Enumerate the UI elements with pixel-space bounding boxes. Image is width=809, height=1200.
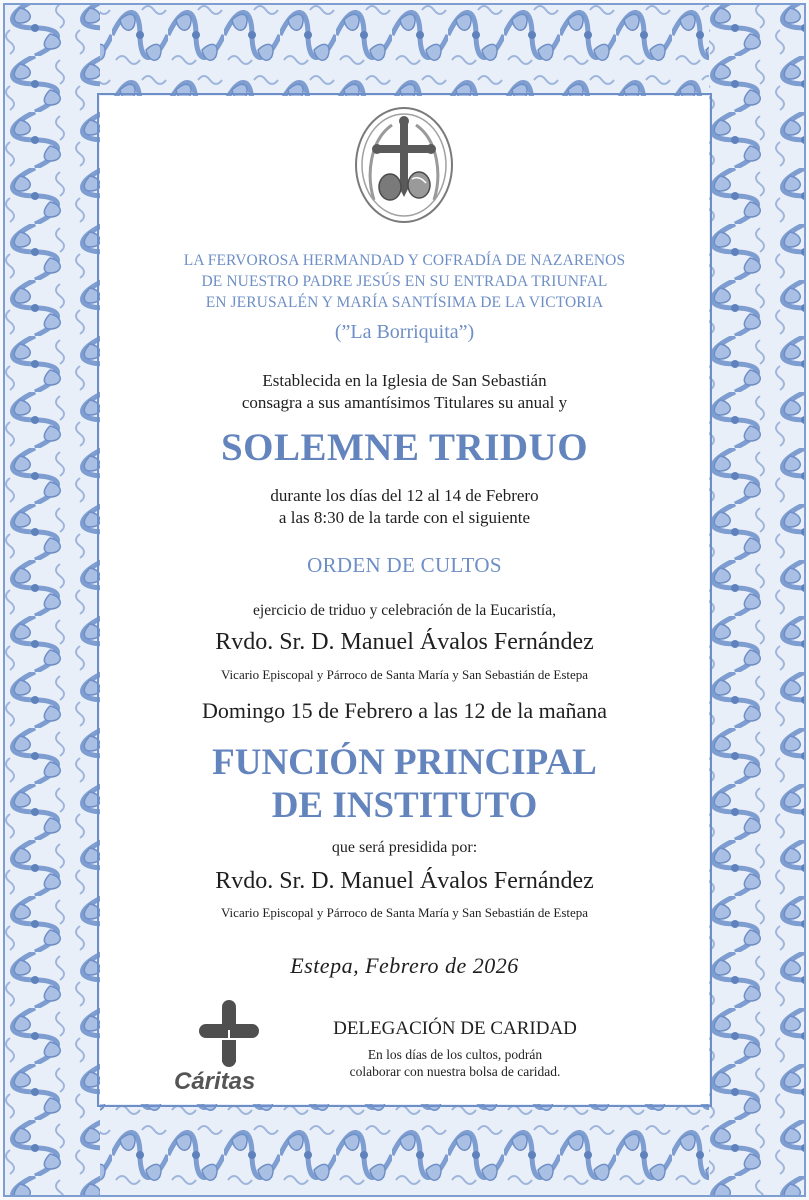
place-date: Estepa, Febrero de 2026 bbox=[290, 953, 519, 978]
funcion-title-line: DE INSTITUTO bbox=[271, 785, 538, 826]
brotherhood-emblem-icon bbox=[352, 105, 457, 225]
invitation-content bbox=[110, 105, 699, 1100]
triduo-dates bbox=[110, 485, 699, 529]
funcion-title-line: FUNCIÓN PRINCIPAL bbox=[212, 742, 597, 783]
charity-note-line: colaborar con nuestra bolsa de caridad. bbox=[349, 1064, 561, 1079]
brotherhood-name bbox=[110, 250, 699, 313]
priest-role: Vicario Episcopal y Párroco de Santa María y San Sebastián de Estepa bbox=[220, 905, 589, 920]
presided-text: que será presidida por: bbox=[331, 839, 478, 856]
priest-name: Rvdo. Sr. D. Manuel Ávalos Fernández bbox=[215, 868, 594, 894]
established-line: consagra a sus amantísimos Titulares su anual y bbox=[241, 393, 568, 412]
funcion-title bbox=[110, 741, 699, 827]
dates-line: durante los días del 12 al 14 de Febrero bbox=[270, 486, 539, 505]
brotherhood-line: EN JERUSALÉN Y MARÍA SANTÍSIMA DE LA VICTORIA bbox=[205, 294, 604, 311]
charity-heading: DELEGACIÓN DE CARIDAD bbox=[333, 1018, 577, 1039]
dates-line: a las 8:30 de la tarde con el siguiente bbox=[278, 508, 531, 527]
brotherhood-nickname: (”La Borriquita”) bbox=[334, 321, 475, 343]
established-line: Establecida en la Iglesia de San Sebastián bbox=[262, 371, 547, 390]
priest-role: Vicario Episcopal y Párroco de Santa María y San Sebastián de Estepa bbox=[220, 667, 589, 682]
charity-note-line: En los días de los cultos, podrán bbox=[367, 1047, 543, 1062]
priest-name: Rvdo. Sr. D. Manuel Ávalos Fernández bbox=[215, 629, 594, 655]
established-text bbox=[110, 370, 699, 414]
triduo-title: SOLEMNE TRIDUO bbox=[220, 426, 589, 469]
brotherhood-line: DE NUESTRO PADRE JESÚS EN SU ENTRADA TRIUNFAL bbox=[201, 273, 608, 290]
caritas-name: Cáritas bbox=[174, 1068, 256, 1095]
funcion-date: Domingo 15 de Febrero a las 12 de la mañana bbox=[201, 698, 608, 723]
orden-title: ORDEN DE CULTOS bbox=[307, 553, 502, 577]
brotherhood-line: LA FERVOROSA HERMANDAD Y COFRADÍA DE NAZARENOS bbox=[183, 252, 626, 269]
exercise-text: ejercicio de triduo y celebración de la Eucaristía, bbox=[253, 602, 556, 619]
charity-notice bbox=[310, 1018, 600, 1080]
